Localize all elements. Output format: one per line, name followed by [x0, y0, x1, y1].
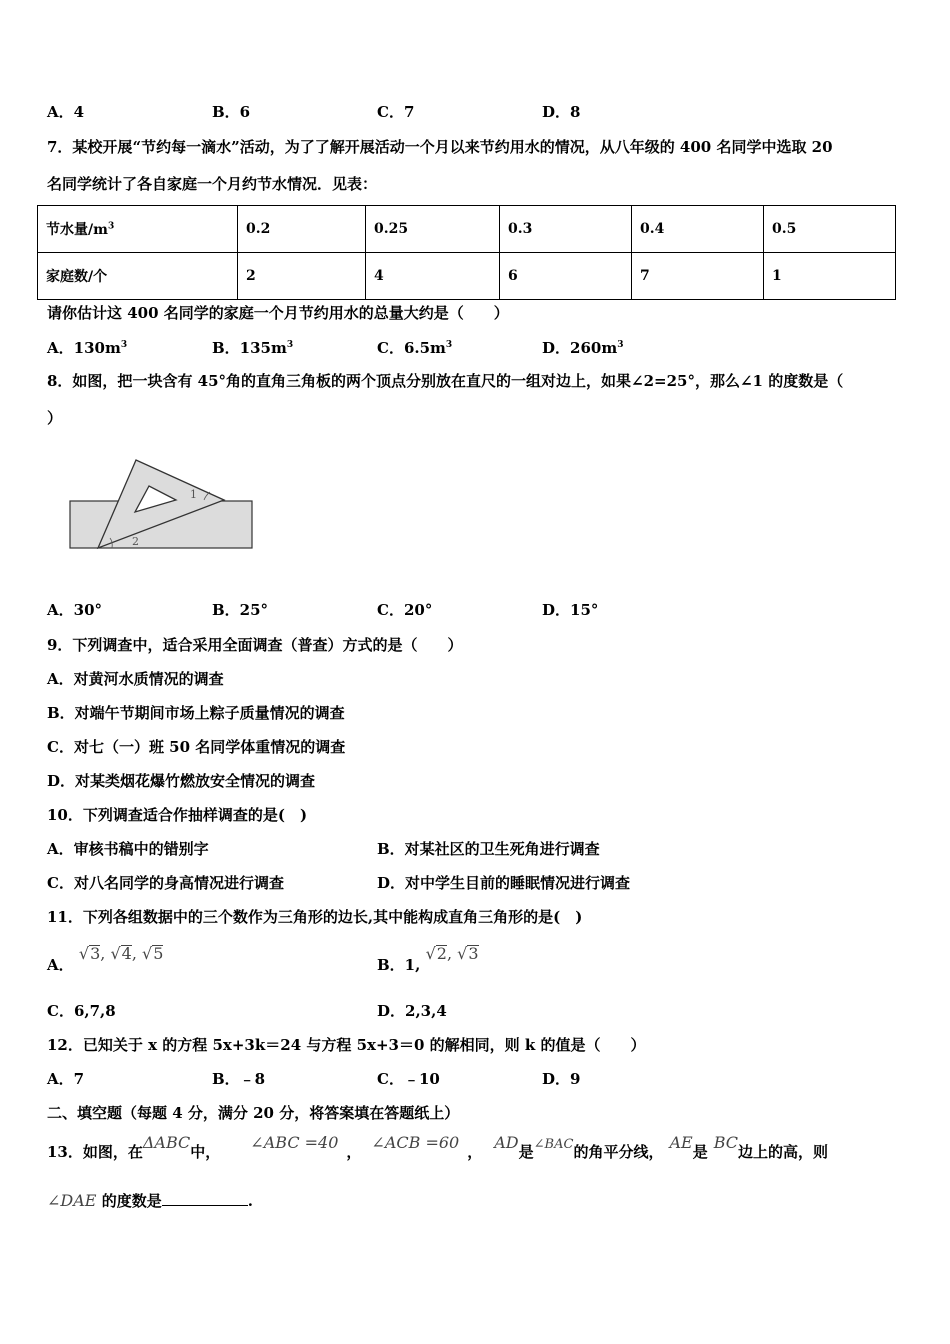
q12-option-c: C．﹣10: [377, 1070, 440, 1088]
table-cell: 6: [500, 253, 632, 300]
q8-stem-line2: ）: [47, 409, 63, 427]
table-row: [38, 206, 896, 253]
q6-option-c: C．7: [377, 103, 415, 121]
q6-option-d: D．8: [542, 103, 581, 121]
table-cell: 4: [366, 253, 500, 300]
q11-option-d: D．2,3,4: [377, 1002, 447, 1020]
q11-option-a: A． √3, √4, √5: [47, 944, 164, 974]
q11-stem: 11．下列各组数据中的三个数作为三角形的边长,其中能构成直角三角形的是( ): [47, 908, 583, 926]
q7-stem-line2: 名同学统计了各自家庭一个月约节水情况．见表：: [47, 175, 378, 193]
q13-stem-line2: ∠DAE 的度数是 .: [47, 1191, 253, 1210]
q6-option-b: B．6: [212, 103, 251, 121]
q12-option-d: D．9: [542, 1070, 581, 1088]
q9-option-a: A．对黄河水质情况的调查: [47, 670, 224, 688]
q10-option-c: C．对八名同学的身高情况进行调查: [47, 874, 284, 892]
q12-option-b: B．﹣8: [212, 1070, 266, 1088]
q7-option-a: A．$130m^3$: [47, 339, 128, 357]
table-cell: 0.25: [366, 206, 500, 253]
q9-option-c: C．对七（一）班 50 名同学体重情况的调查: [47, 738, 346, 756]
q10-stem: 10．下列调查适合作抽样调查的是( ): [47, 806, 308, 824]
q9-stem: 9．下列调查中，适合采用全面调查（普查）方式的是（ ）: [47, 636, 463, 654]
q8-option-d: D．15°: [542, 601, 599, 619]
table-cell: 7: [632, 253, 764, 300]
table-row: [38, 253, 896, 300]
q10-option-b: B．对某社区的卫生死角进行调查: [377, 840, 600, 858]
q13-stem-line1: 13．如图，在ΔABC中， ∠ABC =40 ， ∠ACB =60 ， AD是∠BAC的角平分线， AE是 BC边上的高，则: [47, 1133, 829, 1161]
sqrt-expression: √3, √4, √5: [78, 944, 164, 963]
q6-option-a: A．4: [47, 103, 85, 121]
angle-1-label: 1: [190, 488, 197, 501]
table-header-cell: 节水量$/m^3$: [38, 206, 238, 253]
q7-stem-line1: 7．某校开展“节约每一滴水”活动，为了了解开展活动一个月以来节约用水的情况，从八年级的 400 名同学中选取 20: [47, 138, 833, 156]
table-header-cell: 家庭数/个: [38, 253, 238, 300]
q10-option-a: A．审核书稿中的错别字: [47, 840, 209, 858]
table-cell: 0.4: [632, 206, 764, 253]
water-saving-table: [37, 205, 896, 300]
q7-question: 请你估计这 400 名同学的家庭一个月节约用水的总量大约是（ ）: [47, 304, 509, 322]
q7-option-b: B．$135m^3$: [212, 339, 294, 357]
q11-option-b: B．1, √2, √3: [377, 944, 479, 974]
angle-2-label: 2: [132, 535, 139, 548]
section-heading: 二、填空题（每题 4 分，满分 20 分，将答案填在答题纸上）: [47, 1104, 460, 1122]
q7-option-c: C．$6.5m^3$: [377, 339, 453, 357]
table-cell: 1: [764, 253, 896, 300]
answer-blank[interactable]: [162, 1191, 248, 1206]
table-cell: 0.3: [500, 206, 632, 253]
sqrt-expression: √2, √3: [425, 944, 479, 963]
table-cell: 2: [238, 253, 366, 300]
q9-option-b: B．对端午节期间市场上粽子质量情况的调查: [47, 704, 345, 722]
table-cell: 0.2: [238, 206, 366, 253]
q9-option-d: D．对某类烟花爆竹燃放安全情况的调查: [47, 772, 316, 790]
q12-option-a: A．7: [47, 1070, 85, 1088]
q12-stem: 12．已知关于 x 的方程 5x+3k＝24 与方程 5x+3＝0 的解相同，则 k 的值是（ ）: [47, 1036, 646, 1054]
q8-option-a: A．30°: [47, 601, 103, 619]
q11-option-c: C．6,7,8: [47, 1002, 116, 1020]
q8-stem-line1: 8．如图，把一块含有 45°角的直角三角板的两个顶点分别放在直尺的一组对边上，如果∠2=25°，那么∠1 的度数是（: [47, 372, 844, 390]
table-cell: 0.5: [764, 206, 896, 253]
ruler-triangle-figure: [60, 452, 265, 557]
q8-option-c: C．20°: [377, 601, 433, 619]
q7-option-d: D．$260m^3$: [542, 339, 624, 357]
q8-option-b: B．25°: [212, 601, 269, 619]
q10-option-d: D．对中学生目前的睡眠情况进行调查: [377, 874, 631, 892]
